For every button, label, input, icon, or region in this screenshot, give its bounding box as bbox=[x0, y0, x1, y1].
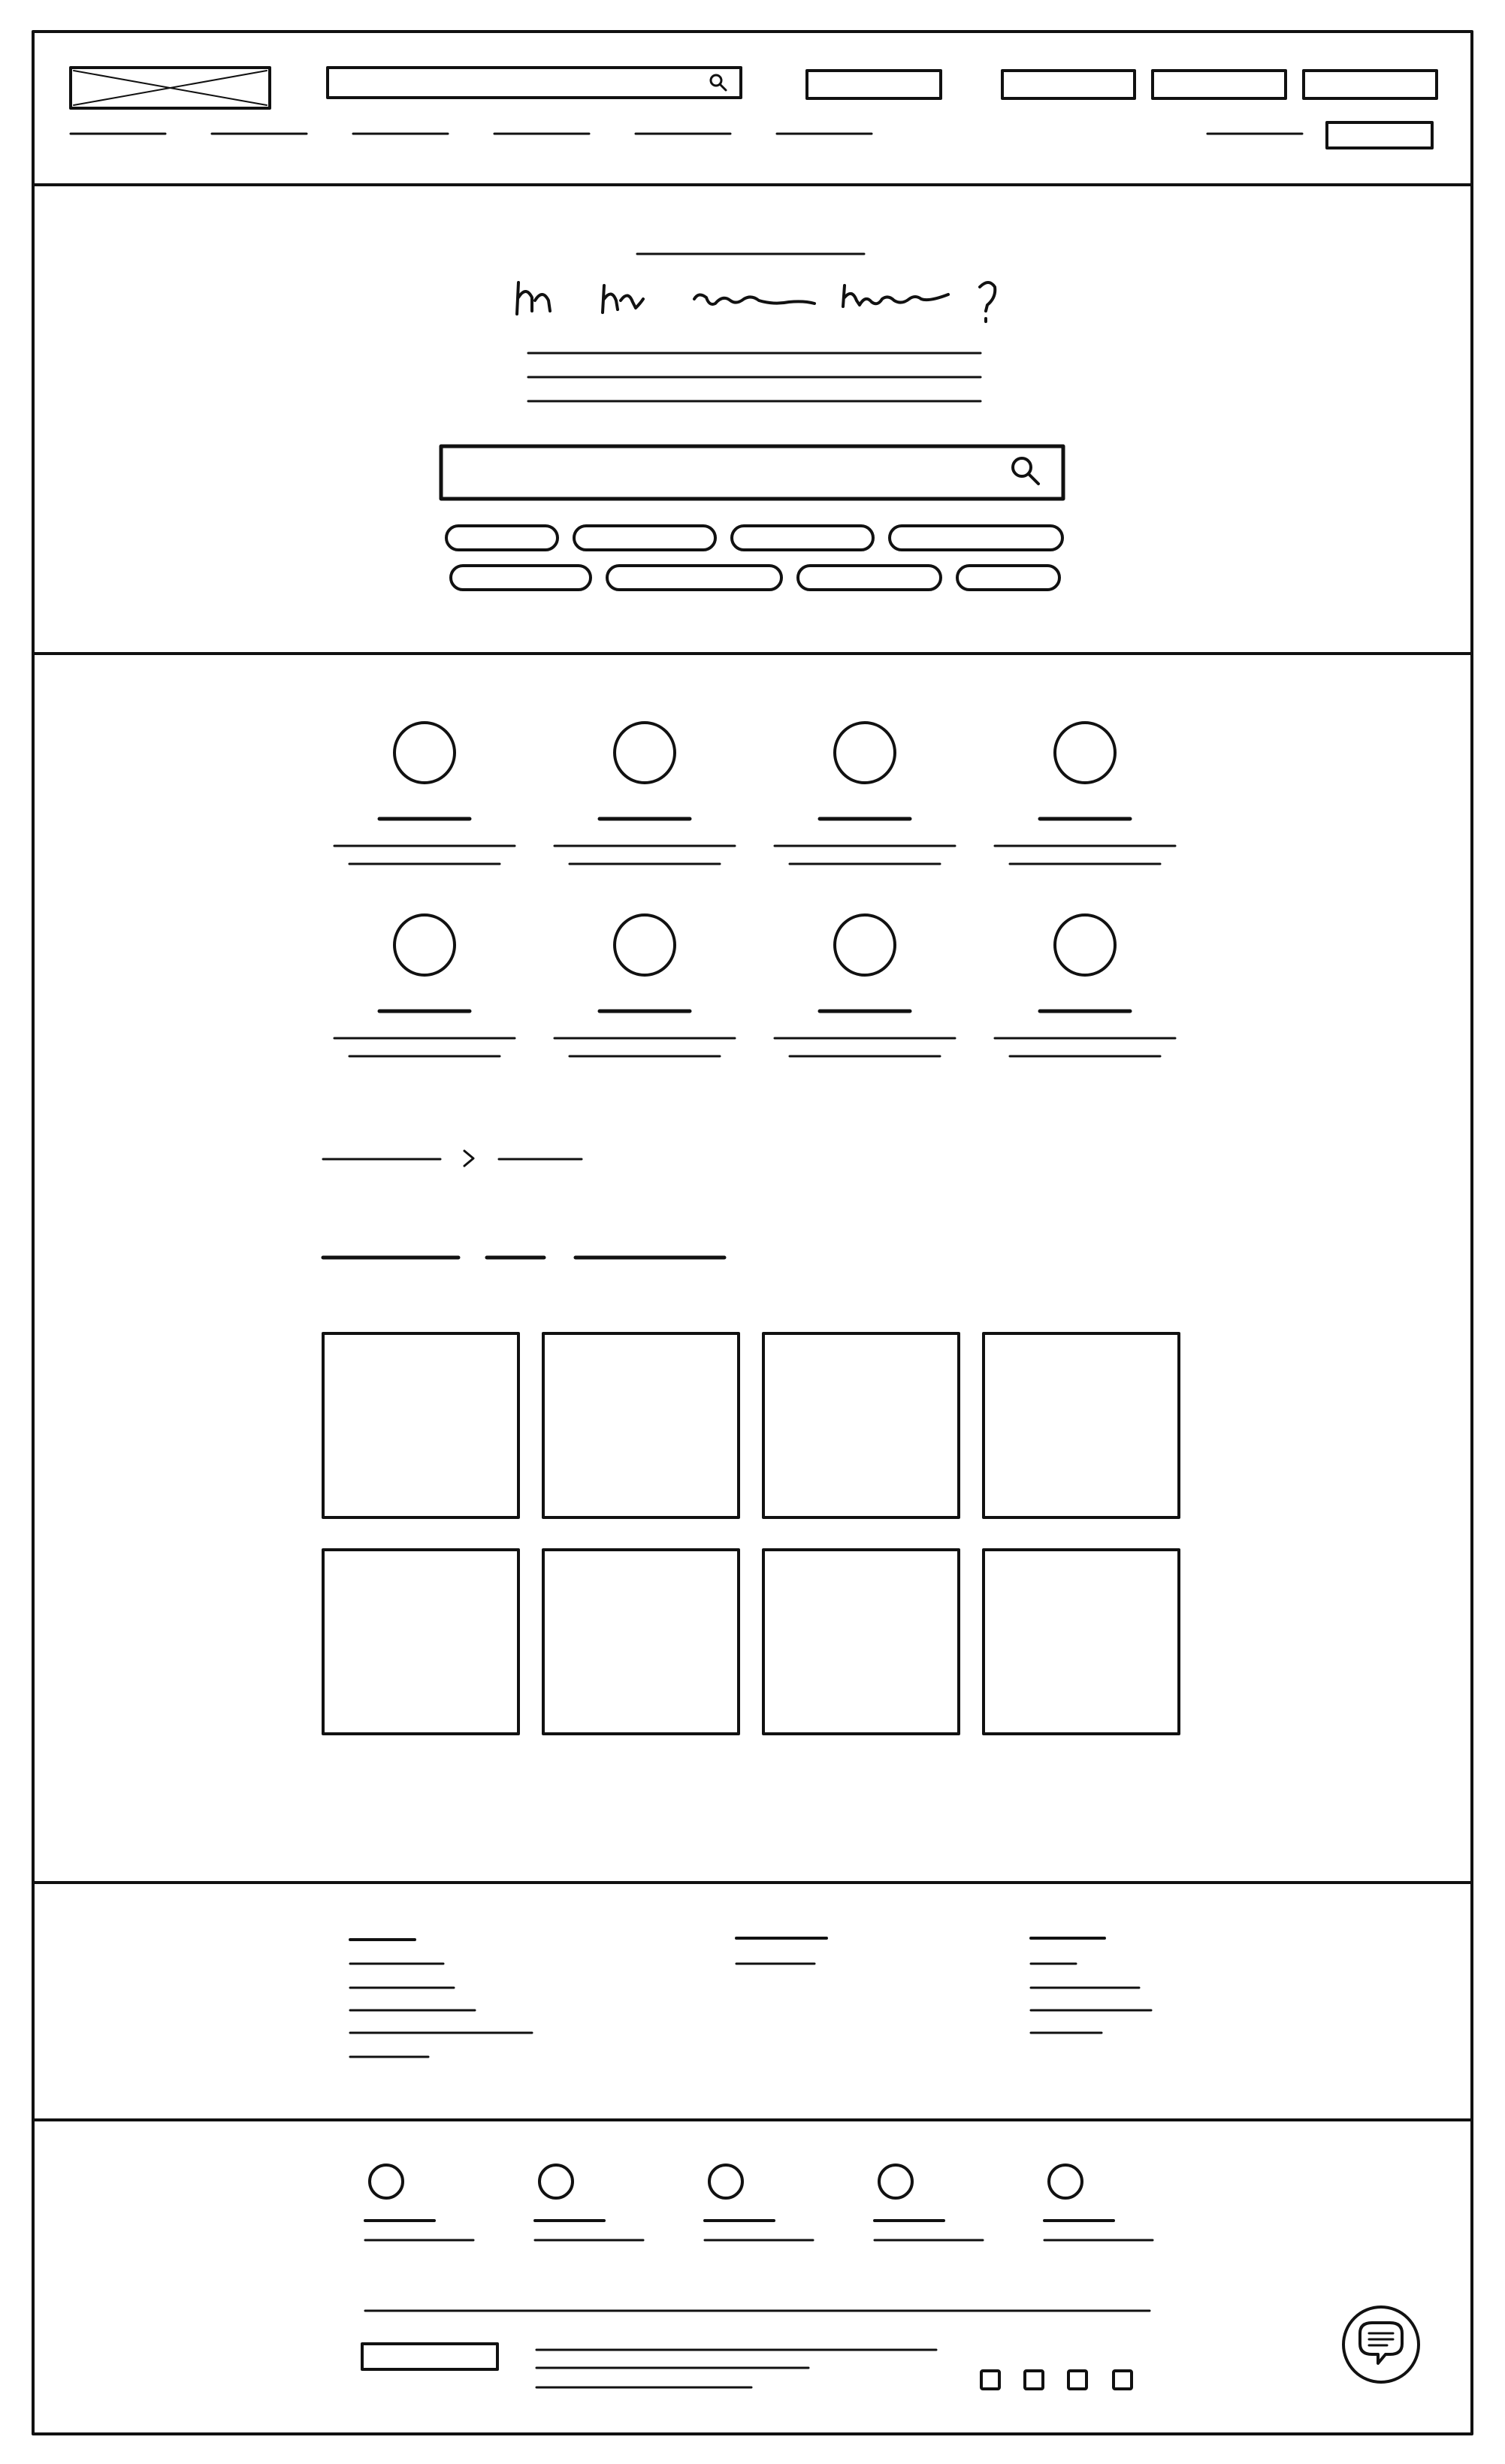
product-tile[interactable] bbox=[763, 1333, 959, 1517]
user-avatar-icon bbox=[615, 723, 675, 783]
feature-circle-icon bbox=[879, 2165, 912, 2198]
user-avatar-icon bbox=[835, 723, 895, 783]
footer-features bbox=[365, 2165, 1153, 2240]
feature-circle-icon bbox=[539, 2165, 573, 2198]
product-tile-grid bbox=[323, 1333, 1179, 1734]
header bbox=[71, 68, 1437, 148]
header-action-button-1[interactable] bbox=[1002, 71, 1135, 98]
footer-input-field[interactable] bbox=[362, 2344, 497, 2369]
tag-pill[interactable] bbox=[732, 526, 873, 550]
chat-bubble-icon[interactable] bbox=[1343, 2307, 1419, 2382]
category-item[interactable] bbox=[775, 915, 955, 1056]
footer-feature[interactable] bbox=[365, 2165, 473, 2240]
page-frame bbox=[33, 32, 1472, 2434]
product-tile[interactable] bbox=[323, 1550, 518, 1734]
breadcrumb bbox=[323, 1151, 582, 1166]
product-tile[interactable] bbox=[323, 1333, 518, 1517]
tag-pill[interactable] bbox=[798, 566, 941, 590]
pagination-square[interactable] bbox=[981, 2371, 999, 2389]
tag-pill[interactable] bbox=[890, 526, 1062, 550]
category-item[interactable] bbox=[334, 915, 515, 1056]
hero bbox=[441, 254, 1063, 590]
category-item[interactable] bbox=[555, 723, 735, 864]
product-tile[interactable] bbox=[984, 1550, 1179, 1734]
footer-column-2 bbox=[736, 1938, 827, 1964]
pagination-square[interactable] bbox=[1025, 2371, 1043, 2389]
logo-placeholder-icon bbox=[71, 68, 270, 108]
user-avatar-icon bbox=[394, 915, 455, 975]
pagination-square[interactable] bbox=[1114, 2371, 1132, 2389]
footer-feature[interactable] bbox=[1044, 2165, 1153, 2240]
pagination bbox=[981, 2371, 1132, 2389]
feature-circle-icon bbox=[1049, 2165, 1082, 2198]
feature-circle-icon bbox=[370, 2165, 403, 2198]
user-avatar-icon bbox=[835, 915, 895, 975]
user-avatar-icon bbox=[1055, 915, 1115, 975]
product-tile[interactable] bbox=[543, 1333, 739, 1517]
header-action-button-2[interactable] bbox=[1153, 71, 1286, 98]
search-icon bbox=[1013, 458, 1038, 484]
hero-headline-scribble bbox=[517, 282, 995, 322]
category-grid bbox=[334, 723, 1175, 1056]
header-button[interactable] bbox=[807, 71, 941, 98]
tag-pills bbox=[446, 526, 1062, 590]
footer-column-1 bbox=[350, 1940, 532, 2057]
tag-pill[interactable] bbox=[451, 566, 591, 590]
hero-search-bar[interactable] bbox=[441, 446, 1063, 499]
footer-link-columns bbox=[350, 1938, 1151, 2057]
footer-feature[interactable] bbox=[535, 2165, 643, 2240]
footer-legal-text bbox=[536, 2350, 936, 2387]
tag-pill[interactable] bbox=[607, 566, 781, 590]
category-item[interactable] bbox=[995, 723, 1175, 864]
product-tile[interactable] bbox=[763, 1550, 959, 1734]
product-tile[interactable] bbox=[984, 1333, 1179, 1517]
category-item[interactable] bbox=[334, 723, 515, 864]
header-action-button-3[interactable] bbox=[1304, 71, 1437, 98]
category-item[interactable] bbox=[555, 915, 735, 1056]
search-icon bbox=[711, 75, 726, 90]
user-avatar-icon bbox=[1055, 723, 1115, 783]
category-item[interactable] bbox=[775, 723, 955, 864]
chevron-right-icon bbox=[464, 1151, 473, 1166]
header-small-button[interactable] bbox=[1327, 122, 1432, 148]
feature-circle-icon bbox=[709, 2165, 742, 2198]
tag-pill[interactable] bbox=[446, 526, 558, 550]
footer-feature[interactable] bbox=[875, 2165, 983, 2240]
user-avatar-icon bbox=[615, 915, 675, 975]
pagination-square[interactable] bbox=[1068, 2371, 1086, 2389]
product-tile[interactable] bbox=[543, 1550, 739, 1734]
category-item[interactable] bbox=[995, 915, 1175, 1056]
tag-pill[interactable] bbox=[957, 566, 1059, 590]
footer-feature[interactable] bbox=[705, 2165, 813, 2240]
header-search-bar[interactable] bbox=[328, 68, 741, 98]
tag-pill[interactable] bbox=[574, 526, 715, 550]
footer-column-3 bbox=[1031, 1938, 1151, 2033]
user-avatar-icon bbox=[394, 723, 455, 783]
